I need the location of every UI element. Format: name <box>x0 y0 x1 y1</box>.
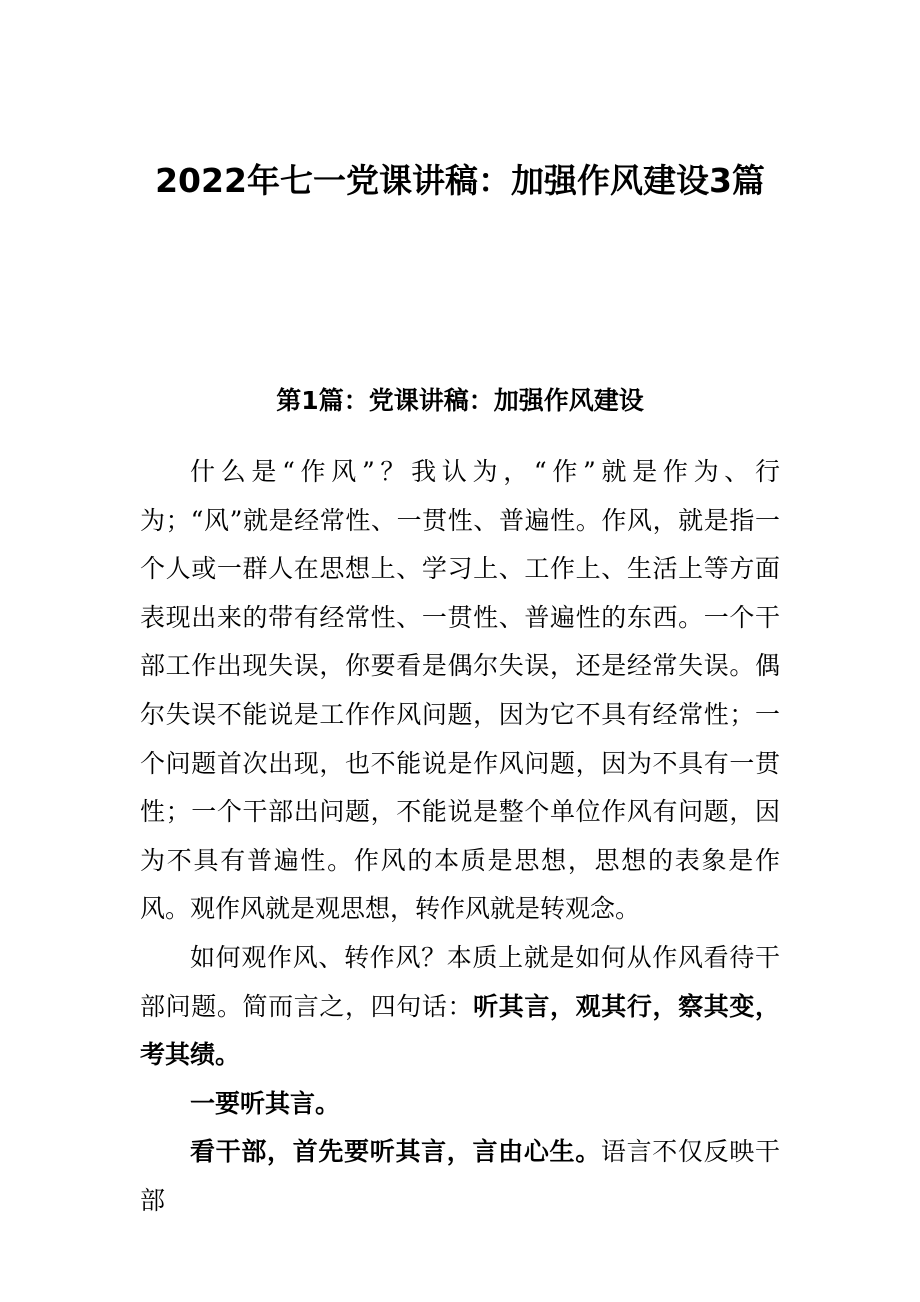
document-title: 2022年七一党课讲稿：加强作风建设3篇 <box>155 161 765 200</box>
subheading-listen: 一要听其言。 <box>190 1088 341 1118</box>
paragraph-how-to-observe <box>140 934 780 1080</box>
paragraph-definition: 什么是“作风”？我认为，“作”就是作为、行为；“风”就是经常性、一贯性、普遍性。作风，就是指一个人或一群人在思想上、学习上、工作上、生活上等方面表现出来的带有经常性、一贯性、普遍性的东西。一个干部工作出现失误，你要看是偶尔失误，还是经常失误。偶尔失误不能说是工作作风问题，因为它不具有经常性；一个问题首次出现，也不能说是作风问题，因为不具有一贯性；一个干部出问题，不能说是整个单位作风有问题，因为不具有普遍性。作风的本质是思想，思想的表象是作风。观作风就是观思想，转作风就是转观念。 <box>140 457 780 924</box>
key-phrase: 看干部，首先要听其言，言由心生。 <box>190 1137 601 1167</box>
key-phrase: 听其言，观其行，察其变，考其绩。 <box>140 991 780 1070</box>
document-body <box>140 448 780 1226</box>
paragraph-text: 如何观作风、转作风？本质上就是如何从作风看待干部问题。简而言之，四句话： <box>140 942 780 1021</box>
section-heading: 第1篇：党课讲稿：加强作风建设 <box>276 386 644 415</box>
paragraph-listen <box>140 1128 780 1225</box>
paragraph-text: 语言不仅反映干部 <box>140 1137 780 1215</box>
